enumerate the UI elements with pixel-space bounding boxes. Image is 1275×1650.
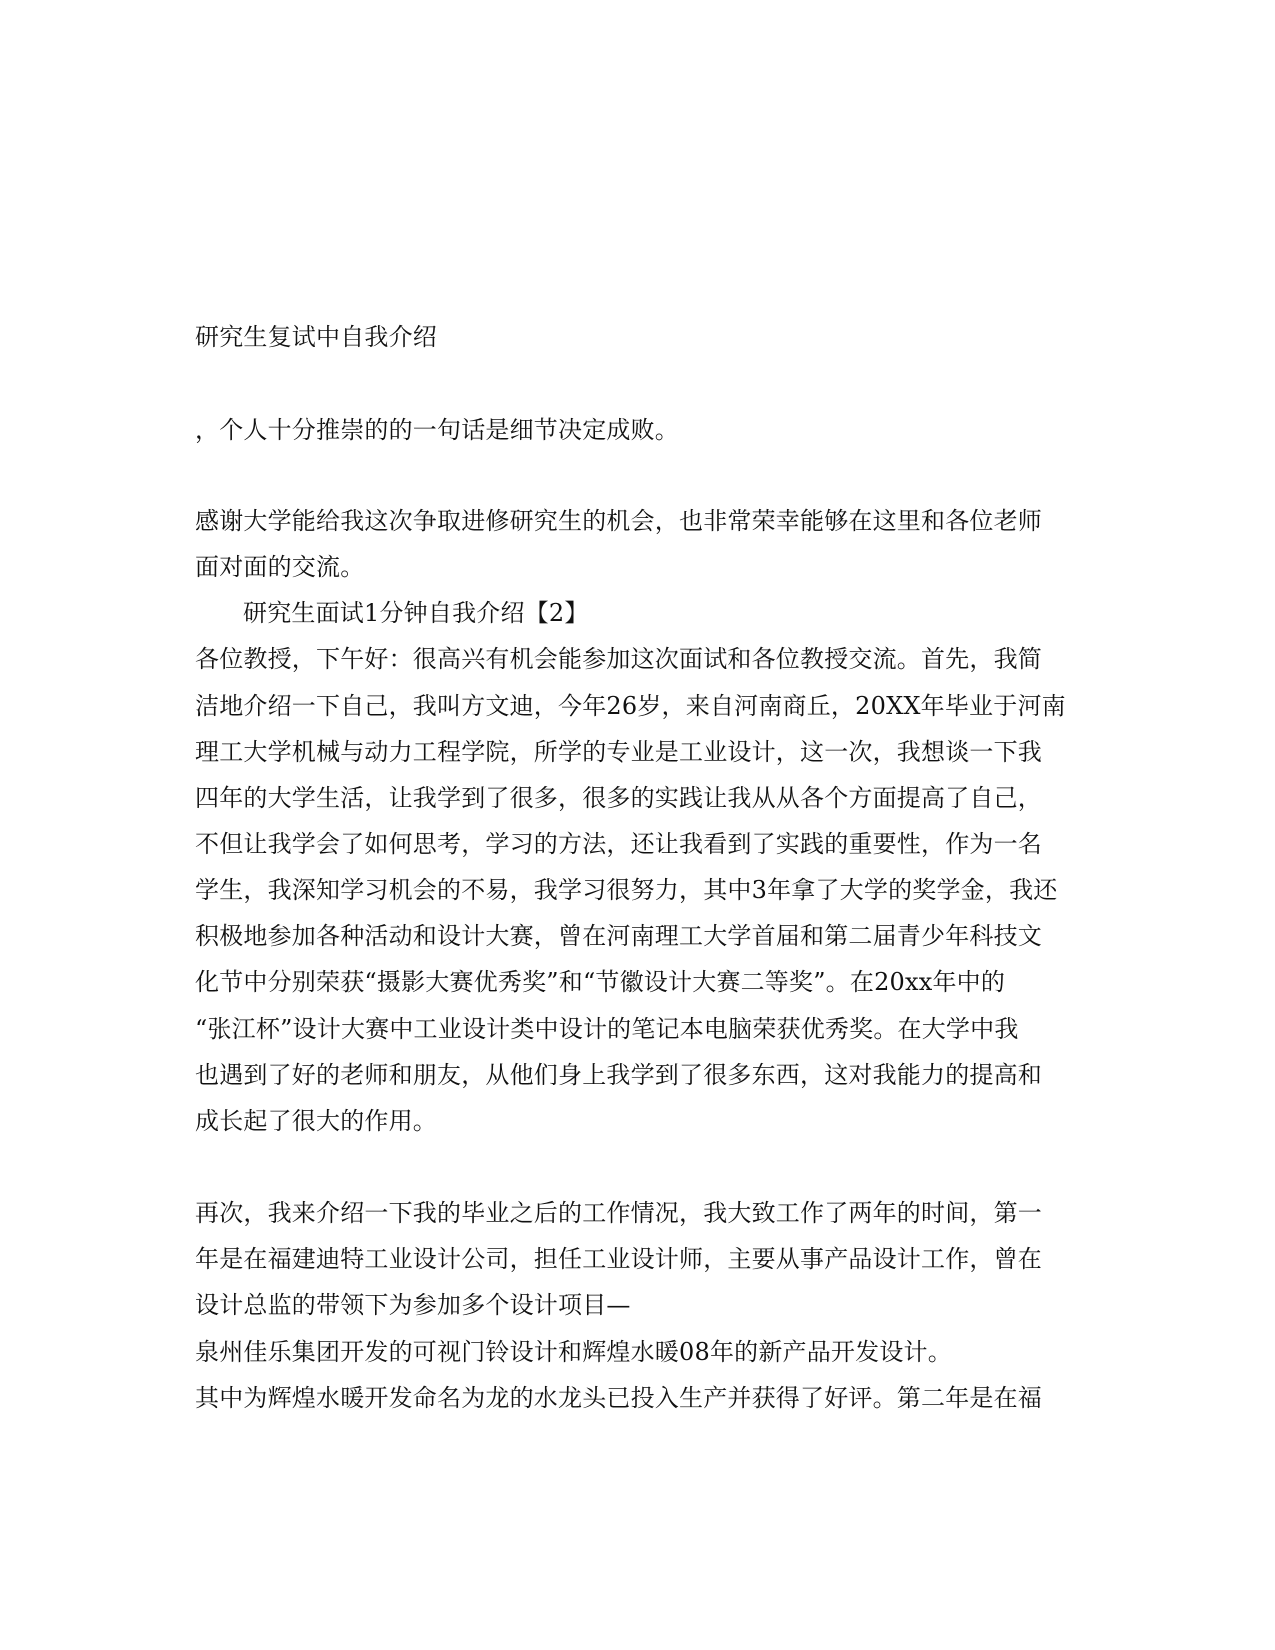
paragraph-line: 化节中分别荣获“摄影大赛优秀奖”和“节徽设计大赛二等奖”。在20xx年中的 (195, 968, 1006, 996)
paragraph-line: 洁地介绍一下自己，我叫方文迪，今年26岁，来自河南商丘，20XX年毕业于河南 (195, 692, 1066, 720)
paragraph-line: 其中为辉煌水暖开发命名为龙的水龙头已投入生产并获得了好评。第二年是在福 (195, 1384, 1042, 1412)
paragraph-line: 各位教授，下午好：很高兴有机会能参加这次面试和各位教授交流。首先，我简 (195, 645, 1042, 673)
paragraph-line: 学生，我深知学习机会的不易，我学习很努力，其中3年拿了大学的奖学金，我还 (195, 876, 1058, 904)
paragraph-line: 也遇到了好的老师和朋友，从他们身上我学到了很多东西，这对我能力的提高和 (195, 1061, 1042, 1089)
paragraph-line: ，个人十分推崇的的一句话是细节决定成败。 (195, 416, 679, 444)
paragraph-line: 理工大学机械与动力工程学院，所学的专业是工业设计，这一次，我想谈一下我 (195, 738, 1042, 766)
paragraph-line: 年是在福建迪特工业设计公司，担任工业设计师，主要从事产品设计工作，曾在 (195, 1245, 1042, 1273)
paragraph-line: “张江杯”设计大赛中工业设计类中设计的笔记本电脑荣获优秀奖。在大学中我 (195, 1015, 1019, 1043)
paragraph-line: 成长起了很大的作用。 (195, 1107, 437, 1135)
paragraph-line: 面对面的交流。 (195, 553, 365, 581)
paragraph-line: 设计总监的带领下为参加多个设计项目— (195, 1291, 631, 1319)
paragraph-line: 四年的大学生活，让我学到了很多，很多的实践让我从从各个方面提高了自己， (195, 784, 1042, 812)
paragraph-line: 不但让我学会了如何思考，学习的方法，还让我看到了实践的重要性，作为一名 (195, 830, 1042, 858)
paragraph-line: 积极地参加各种活动和设计大赛，曾在河南理工大学首届和第二届青少年科技文 (195, 922, 1042, 950)
document-title: 研究生复试中自我介绍 (195, 323, 437, 351)
paragraph-line: 泉州佳乐集团开发的可视门铃设计和辉煌水暖08年的新产品开发设计。 (195, 1338, 952, 1366)
paragraph-line: 感谢大学能给我这次争取进修研究生的机会，也非常荣幸能够在这里和各位老师 (195, 507, 1042, 535)
paragraph-line: 再次，我来介绍一下我的毕业之后的工作情况，我大致工作了两年的时间，第一 (195, 1199, 1042, 1227)
section-heading: 研究生面试1分钟自我介绍【2】 (243, 599, 589, 627)
